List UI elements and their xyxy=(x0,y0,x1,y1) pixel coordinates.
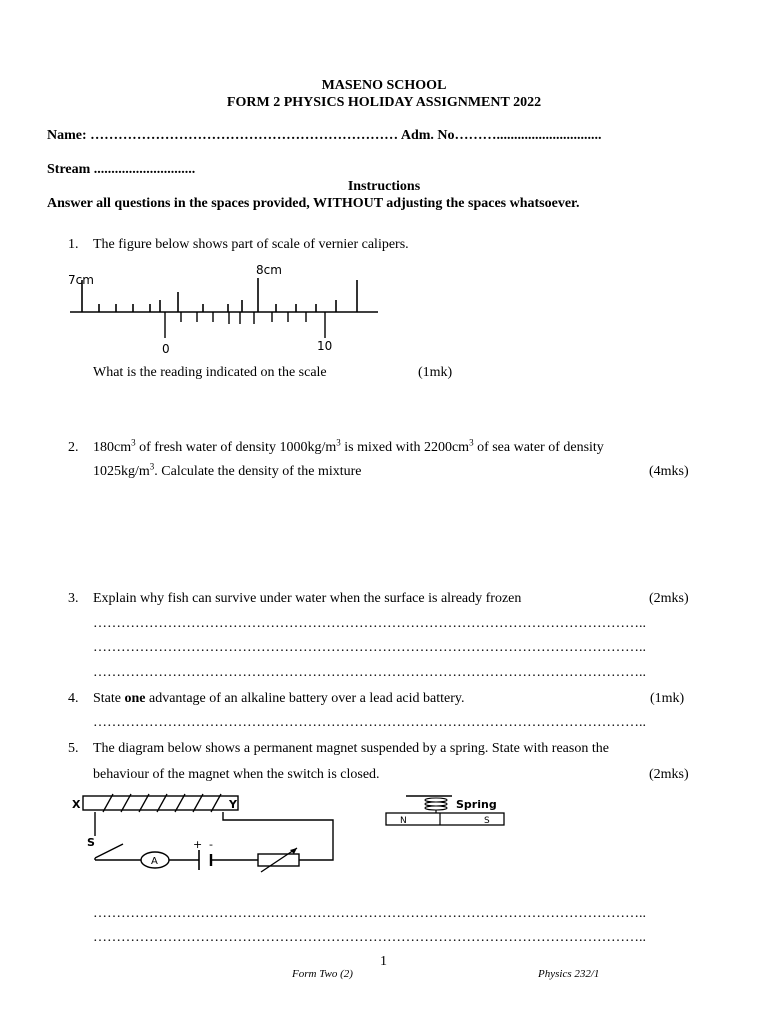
q5-line2: behaviour of the magnet when the switch is closed. xyxy=(93,767,380,782)
label-x: X xyxy=(72,798,81,811)
q1-number: 1. xyxy=(68,237,79,252)
vernier-label-10: 10 xyxy=(317,339,333,353)
q3-answer-line-2: ……………………………………………………………………………………………………….. xyxy=(93,640,646,655)
q3-answer-line-3: ……………………………………………………………………………………………………….. xyxy=(93,665,646,680)
magnet-spring-diagram xyxy=(384,788,509,833)
q5-answer-line-1: ……………………………………………………………………………………………………….. xyxy=(93,906,646,921)
q2-number: 2. xyxy=(68,440,79,455)
q4-answer-line: ……………………………………………………………………………………………………….. xyxy=(93,715,646,730)
q1-marks: (1mk) xyxy=(418,365,453,380)
label-a: A xyxy=(151,856,158,867)
instructions-text: Answer all questions in the spaces provided, WITHOUT adjusting the spaces whatsoever. xyxy=(47,196,580,211)
vernier-scale-ticks xyxy=(165,312,325,338)
q5-number: 5. xyxy=(68,741,79,756)
label-s: S xyxy=(87,836,95,849)
main-scale-ticks xyxy=(82,278,357,312)
q4-marks: (1mk) xyxy=(650,691,685,706)
q2-line1: $180cm^3$ of fresh water of density $1000kg/m^3$ is mixed with $2200cm^3$ of sea water of density xyxy=(93,437,604,455)
q1-question: What is the reading indicated on the scale xyxy=(93,365,327,380)
q4-text: State one advantage of an alkaline battery over a lead acid battery. xyxy=(93,691,465,706)
stream-line: Stream ............................. xyxy=(47,162,196,177)
label-south: S xyxy=(484,816,490,826)
page-number: 1 xyxy=(380,954,387,969)
q2-line2: $1025kg/m^3$. Calculate the density of the mixture xyxy=(93,461,362,479)
q3-answer-line-1: ……………………………………………………………………………………………………….. xyxy=(93,616,646,631)
q3-number: 3. xyxy=(68,591,79,606)
q5-answer-line-2: ……………………………………………………………………………………………………….. xyxy=(93,930,646,945)
q1-text: The figure below shows part of scale of vernier calipers. xyxy=(93,237,409,252)
footer-right: Physics 232/1 xyxy=(538,968,600,980)
circuit-diagram xyxy=(65,788,355,888)
label-minus: - xyxy=(209,838,213,851)
label-spring: Spring xyxy=(456,798,497,811)
vernier-scale-figure xyxy=(60,258,390,358)
footer-left: Form Two (2) xyxy=(292,968,353,980)
q2-marks: (4mks) xyxy=(649,464,689,479)
q3-marks: (2mks) xyxy=(649,591,689,606)
switch-lever xyxy=(95,844,123,858)
instructions-title: Instructions xyxy=(347,179,421,194)
main-scale-label-7cm: 7cm xyxy=(68,273,94,287)
main-scale-label-8cm: 8cm xyxy=(256,263,282,277)
name-adm-line: Name: ………………………………………………………… Adm. No……….............................. xyxy=(47,128,602,143)
circuit-wires xyxy=(95,812,333,860)
school-name: MASENO SCHOOL xyxy=(321,78,447,93)
q4-number: 4. xyxy=(68,691,79,706)
solenoid-core xyxy=(83,796,238,810)
coil-windings xyxy=(103,794,221,812)
label-y: Y xyxy=(229,798,237,811)
q5-marks: (2mks) xyxy=(649,767,689,782)
label-plus: + xyxy=(193,838,203,851)
assignment-title: FORM 2 PHYSICS HOLIDAY ASSIGNMENT 2022 xyxy=(226,95,542,110)
vernier-label-0: 0 xyxy=(162,342,170,356)
q3-text: Explain why fish can survive under water when the surface is already frozen xyxy=(93,591,522,606)
spring-coils xyxy=(425,798,447,810)
label-north: N xyxy=(400,816,407,826)
q5-line1: The diagram below shows a permanent magnet suspended by a spring. State with reason the xyxy=(93,741,609,756)
